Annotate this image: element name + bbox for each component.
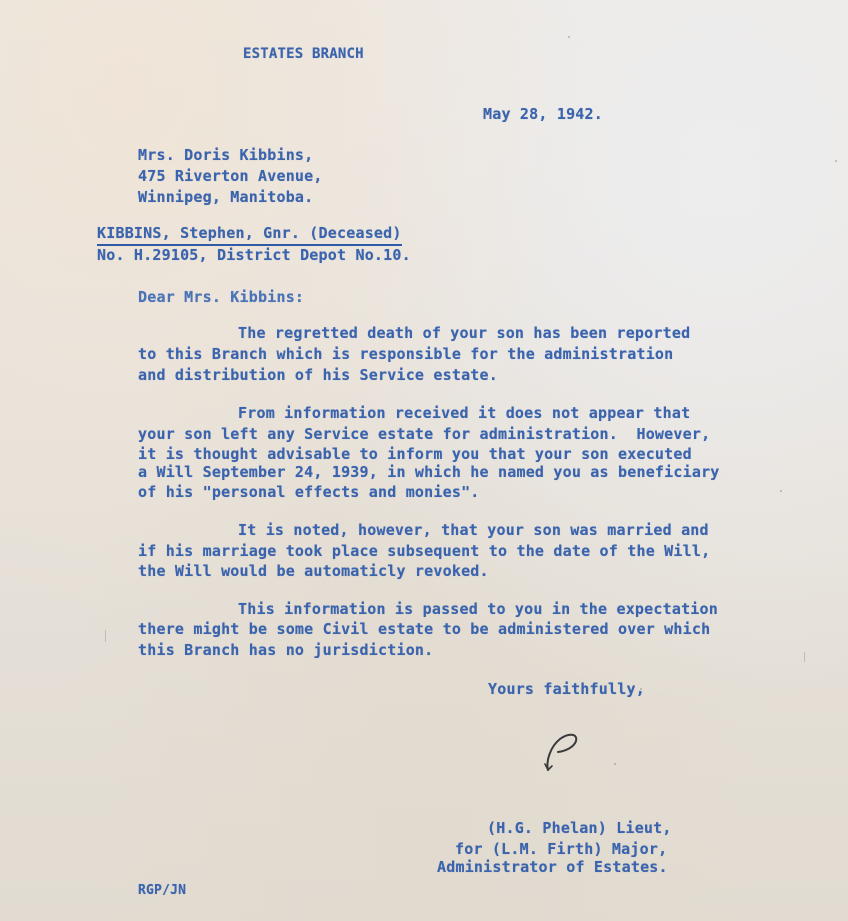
- signatory-line: (H.G. Phelan) Lieut,: [487, 819, 672, 837]
- body-line: The regretted death of your son has been reported: [238, 324, 691, 342]
- body-line: the Will would be automaticly revoked.: [138, 562, 489, 580]
- body-line: if his marriage took place subsequent to the date of the Will,: [138, 542, 711, 560]
- body-line: it is thought advisable to inform you that your son executed: [138, 445, 692, 463]
- body-line: and distribution of his Service estate.: [138, 366, 498, 384]
- body-line: a Will September 24, 1939, in which he named you as beneficiary: [138, 463, 720, 481]
- paper-mark: [804, 652, 805, 662]
- body-line: there might be some Civil estate to be administered over which: [138, 620, 711, 638]
- reference-initials: RGP/JN: [138, 883, 187, 898]
- body-line: This information is passed to you in the expectation: [238, 600, 718, 618]
- letter-date: May 28, 1942.: [483, 105, 603, 123]
- body-line: From information received it does not appear that: [238, 404, 691, 422]
- body-line: It is noted, however, that your son was married and: [238, 521, 709, 539]
- recipient-name: Mrs. Doris Kibbins,: [138, 146, 314, 164]
- signatory-on-behalf-line: for (L.M. Firth) Major,: [455, 840, 668, 858]
- recipient-street: 475 Riverton Avenue,: [138, 167, 323, 185]
- paper-speck: [780, 490, 782, 492]
- subject-line: KIBBINS, Stephen, Gnr. (Deceased): [97, 223, 402, 246]
- body-line: of his "personal effects and monies".: [138, 483, 480, 501]
- service-number-line: No. H.29105, District Depot No.10.: [97, 246, 411, 264]
- signatory-title-line: Administrator of Estates.: [437, 858, 668, 876]
- body-line: to this Branch which is responsible for the administration: [138, 345, 674, 363]
- body-line: your son left any Service estate for administration. However,: [138, 425, 711, 443]
- department-heading: ESTATES BRANCH: [243, 46, 364, 62]
- paper-speck: [835, 160, 837, 162]
- handwritten-signature-icon: [540, 725, 590, 775]
- recipient-city: Winnipeg, Manitoba.: [138, 188, 314, 206]
- body-line: this Branch has no jurisdiction.: [138, 641, 434, 659]
- paper-speck: [568, 36, 570, 38]
- salutation: Dear Mrs. Kibbins:: [138, 288, 305, 306]
- paper-speck: [614, 763, 616, 765]
- paper-mark: [105, 630, 106, 642]
- closing: Yours faithfully,: [488, 680, 645, 698]
